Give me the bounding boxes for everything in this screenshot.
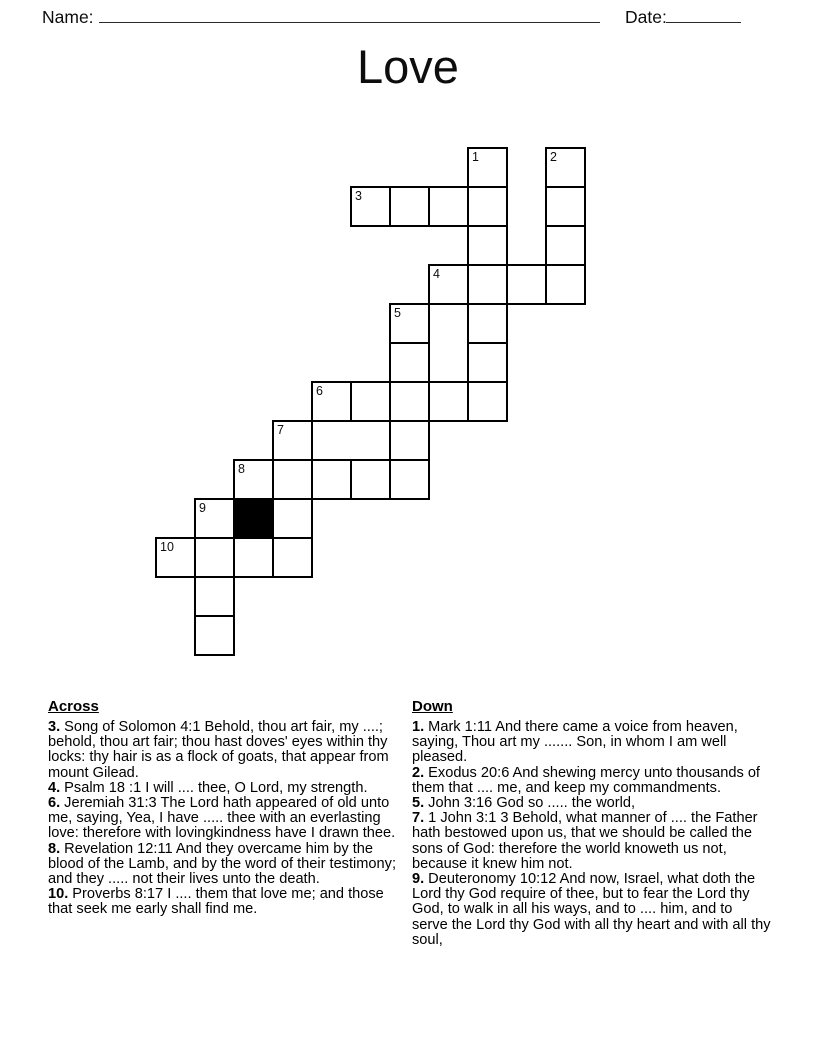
clue-text: 1 John 3:1 3 Behold, what manner of .... the Father hath bestowed upon us, that we should be called the sons of God: therefore the world knoweth us not, because it knew him not. xyxy=(412,810,758,872)
grid-cell[interactable] xyxy=(467,381,508,422)
grid-cell[interactable] xyxy=(545,225,586,266)
clue-number: 5. xyxy=(412,795,425,812)
clue-text: Psalm 18 :1 I will .... thee, O Lord, my strength. xyxy=(64,779,368,796)
clue-text: Deuteronomy 10:12 And now, Israel, what doth the Lord thy God require of thee, but to fear the Lord thy God, to walk in all his ways, and to .... him, and to serve the Lord thy God with all thy heart and with all thy soul, xyxy=(412,871,771,948)
grid-cell[interactable] xyxy=(194,615,235,656)
clue-item-across-6 xyxy=(48,796,400,842)
grid-cell[interactable] xyxy=(389,381,430,422)
clue-number: 4. xyxy=(48,779,61,796)
grid-cell[interactable] xyxy=(428,381,469,422)
clue-item-across-3 xyxy=(48,720,400,781)
clue-number: 10. xyxy=(48,886,69,903)
name-fill-line[interactable] xyxy=(99,5,600,23)
cell-number: 5 xyxy=(394,305,401,320)
clue-number: 6. xyxy=(48,795,61,812)
grid-cell[interactable] xyxy=(272,459,313,500)
grid-cell[interactable] xyxy=(467,303,508,344)
grid-cell[interactable] xyxy=(272,537,313,578)
clue-item-down-2 xyxy=(412,766,772,796)
clue-text: Song of Solomon 4:1 Behold, thou art fair, my ....; behold, thou art fair; thou hast doves' eyes within thy locks: thy hair is as a flock of goats, that appear from mount Gilead. xyxy=(48,719,389,781)
clue-number: 7. xyxy=(412,810,425,827)
grid-cell[interactable] xyxy=(545,264,586,305)
date-fill-line[interactable] xyxy=(666,5,741,23)
clue-text: Mark 1:11 And there came a voice from heaven, saying, Thou art my ....... Son, in whom I am well pleased. xyxy=(412,719,738,766)
clue-item-down-1 xyxy=(412,720,772,766)
name-label: Name: xyxy=(42,7,94,27)
grid-cell[interactable] xyxy=(194,537,235,578)
clue-number: 2. xyxy=(412,764,425,781)
grid-cell[interactable] xyxy=(350,381,391,422)
clue-item-across-10 xyxy=(48,887,400,917)
cell-number: 4 xyxy=(433,266,440,281)
cell-number: 7 xyxy=(277,422,284,437)
clue-item-down-9 xyxy=(412,872,772,948)
clue-number: 3. xyxy=(48,719,61,735)
grid-cell[interactable] xyxy=(389,186,430,227)
clue-number: 8. xyxy=(48,840,61,857)
grid-cell[interactable] xyxy=(389,459,430,500)
down-heading: Down xyxy=(412,698,453,715)
grid-cell[interactable] xyxy=(506,264,547,305)
clue-number: 9. xyxy=(412,871,425,888)
clue-text: Exodus 20:6 And shewing mercy unto thousands of them that .... me, and keep my commandments. xyxy=(412,764,760,796)
black-cell xyxy=(233,498,274,539)
clue-item-across-4 xyxy=(48,781,400,796)
crossword-grid xyxy=(155,147,586,656)
cell-number: 6 xyxy=(316,383,323,398)
clue-item-down-5 xyxy=(412,796,772,811)
cell-number: 8 xyxy=(238,461,245,476)
grid-cell[interactable] xyxy=(350,459,391,500)
grid-cell[interactable] xyxy=(467,264,508,305)
date-label: Date: xyxy=(625,7,667,27)
cell-number: 2 xyxy=(550,149,557,164)
clue-item-down-7 xyxy=(412,811,772,872)
grid-cell[interactable] xyxy=(467,186,508,227)
cell-number: 9 xyxy=(199,500,206,515)
grid-cell[interactable] xyxy=(467,342,508,383)
cell-number: 3 xyxy=(355,188,362,203)
grid-cell[interactable] xyxy=(389,420,430,461)
across-clues-column xyxy=(48,698,400,918)
clue-text: John 3:16 God so ..... the world, xyxy=(428,795,636,812)
down-clues-column xyxy=(412,698,772,948)
grid-cell[interactable] xyxy=(428,186,469,227)
page-title: Love xyxy=(357,40,459,93)
grid-cell[interactable] xyxy=(311,459,352,500)
grid-cell[interactable] xyxy=(272,498,313,539)
grid-cell[interactable] xyxy=(233,537,274,578)
clue-text: Proverbs 8:17 I .... them that love me; and those that seek me early shall find me. xyxy=(48,886,384,918)
grid-cell[interactable] xyxy=(545,186,586,227)
cell-number: 10 xyxy=(160,539,174,554)
clue-text: Jeremiah 31:3 The Lord hath appeared of old unto me, saying, Yea, I have ..... thee with an everlasting love: therefore with lovingkindness have I drawn thee. xyxy=(48,795,396,842)
grid-cell[interactable] xyxy=(389,342,430,383)
cell-number: 1 xyxy=(472,149,479,164)
grid-cell[interactable] xyxy=(467,225,508,266)
grid-cell[interactable] xyxy=(194,576,235,617)
clue-text: Revelation 12:11 And they overcame him by the blood of the Lamb, and by the word of their testimony; and they ..... not their lives unto the death. xyxy=(48,840,397,888)
clue-item-across-8 xyxy=(48,842,400,888)
clue-number: 1. xyxy=(412,719,425,735)
across-heading: Across xyxy=(48,698,99,715)
